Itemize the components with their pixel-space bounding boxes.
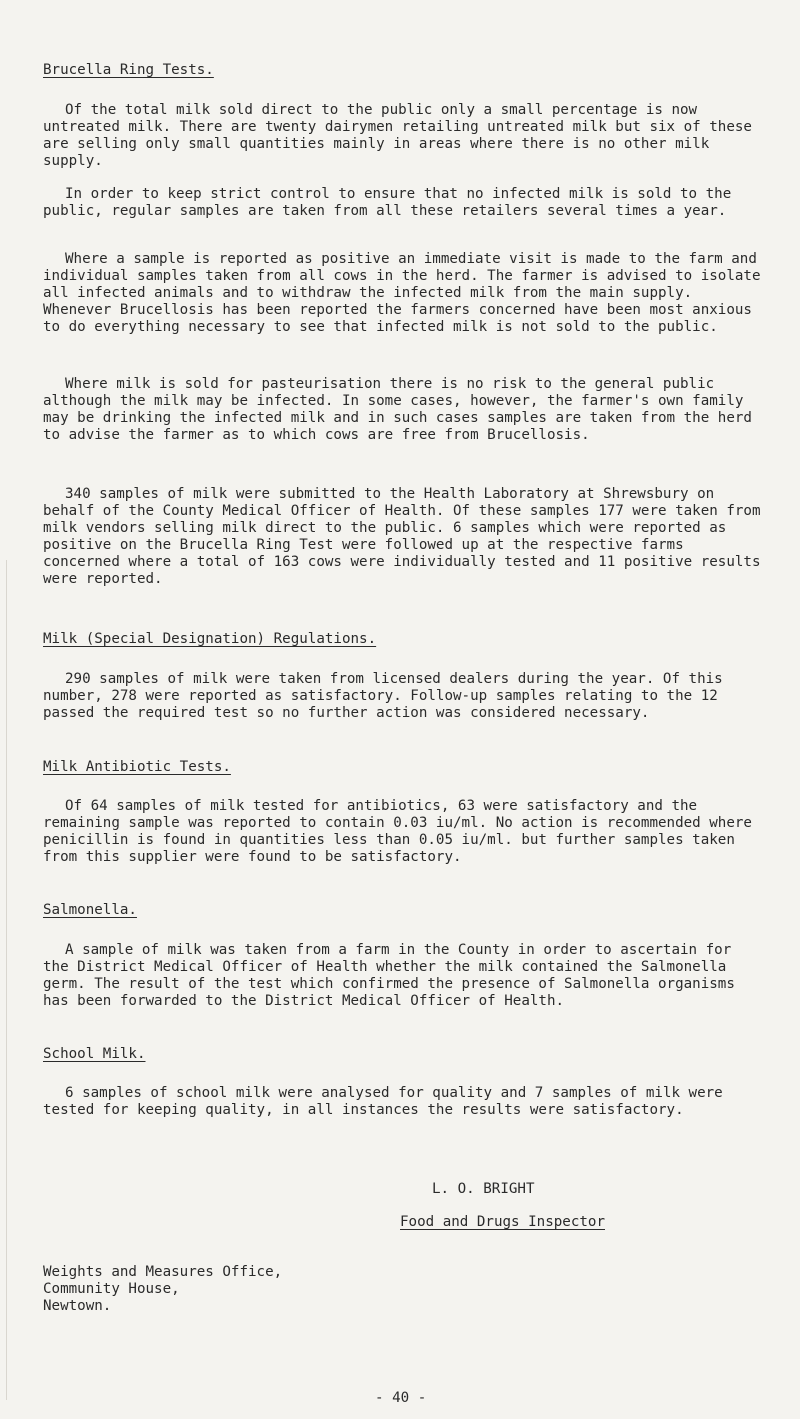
office-address <box>43 1264 282 1315</box>
brucella-paragraph-5: 340 samples of milk were submitted to the Health Laboratory at Shrewsbury on behalf of the County Medical Officer of Health. Of these samples 177 were taken from milk vendors selling milk direct to the public. 6 samples which were reported as positive on the Brucella Ring Test were followed up at the respective farms concerned where a total of 163 cows were individually tested and 11 positive results were reported. <box>43 486 761 587</box>
heading-brucella: Brucella Ring Tests. <box>43 62 214 78</box>
antibiotic-paragraph: Of 64 samples of milk tested for antibiotics, 63 were satisfactory and the remaining sample was reported to contain 0.03 iu/ml. No action is recommended where penicillin is found in quantities less than 0.05 iu/ml. but further samples taken from this supplier were found to be satisfactory. <box>43 798 752 865</box>
address-line-2: Community House, <box>43 1281 180 1297</box>
brucella-paragraph-4: Where milk is sold for pasteurisation there is no risk to the general public although the milk may be infected. In some cases, however, the farmer's own family may be drinking the infected milk and in such cases samples are taken from the herd to advise the farmer as to which cows are free from Brucellosis. <box>43 376 752 443</box>
special-designation-paragraph: 290 samples of milk were taken from licensed dealers during the year. Of this number, 278 were reported as satisfactory. Follow-up samples relating to the 12 passed the required test so no further action was considered necessary. <box>43 671 723 721</box>
signature-name: L. O. BRIGHT <box>432 1181 535 1197</box>
page-number: - 40 - <box>375 1390 427 1406</box>
brucella-paragraph-3: Where a sample is reported as positive an immediate visit is made to the farm and individual samples taken from all cows in the herd. The farmer is advised to isolate all infected animals and to withdraw the infected milk from the main supply. Whenever Brucellosis has been reported the farmers concerned have been most anxious to do everything necessary to see that infected milk is not sold to the public. <box>43 251 761 335</box>
brucella-paragraph-2: In order to keep strict control to ensure that no infected milk is sold to the public, regular samples are taken from all these retailers several times a year. <box>43 186 732 219</box>
heading-antibiotic: Milk Antibiotic Tests. <box>43 759 231 775</box>
brucella-paragraph-1: Of the total milk sold direct to the public only a small percentage is now untreated milk. There are twenty dairymen retailing untreated milk but six of these are selling only small quantities mainly in areas where there is no other milk supply. <box>43 102 752 169</box>
address-line-3: Newtown. <box>43 1298 112 1314</box>
address-line-1: Weights and Measures Office, <box>43 1264 283 1280</box>
heading-salmonella: Salmonella. <box>43 902 137 918</box>
heading-special-designation: Milk (Special Designation) Regulations. <box>43 631 377 647</box>
salmonella-paragraph: A sample of milk was taken from a farm in the County in order to ascertain for the District Medical Officer of Health whether the milk contained the Salmonella germ. The result of the test which confirmed the presence of Salmonella organisms has been forwarded to the District Medical Officer of Health. <box>43 942 735 1009</box>
scan-margin-line <box>6 560 7 1400</box>
signature-title: Food and Drugs Inspector <box>400 1214 605 1230</box>
school-milk-paragraph: 6 samples of school milk were analysed for quality and 7 samples of milk were tested for keeping quality, in all instances the results were satisfactory. <box>43 1085 723 1118</box>
heading-school-milk: School Milk. <box>43 1046 146 1062</box>
